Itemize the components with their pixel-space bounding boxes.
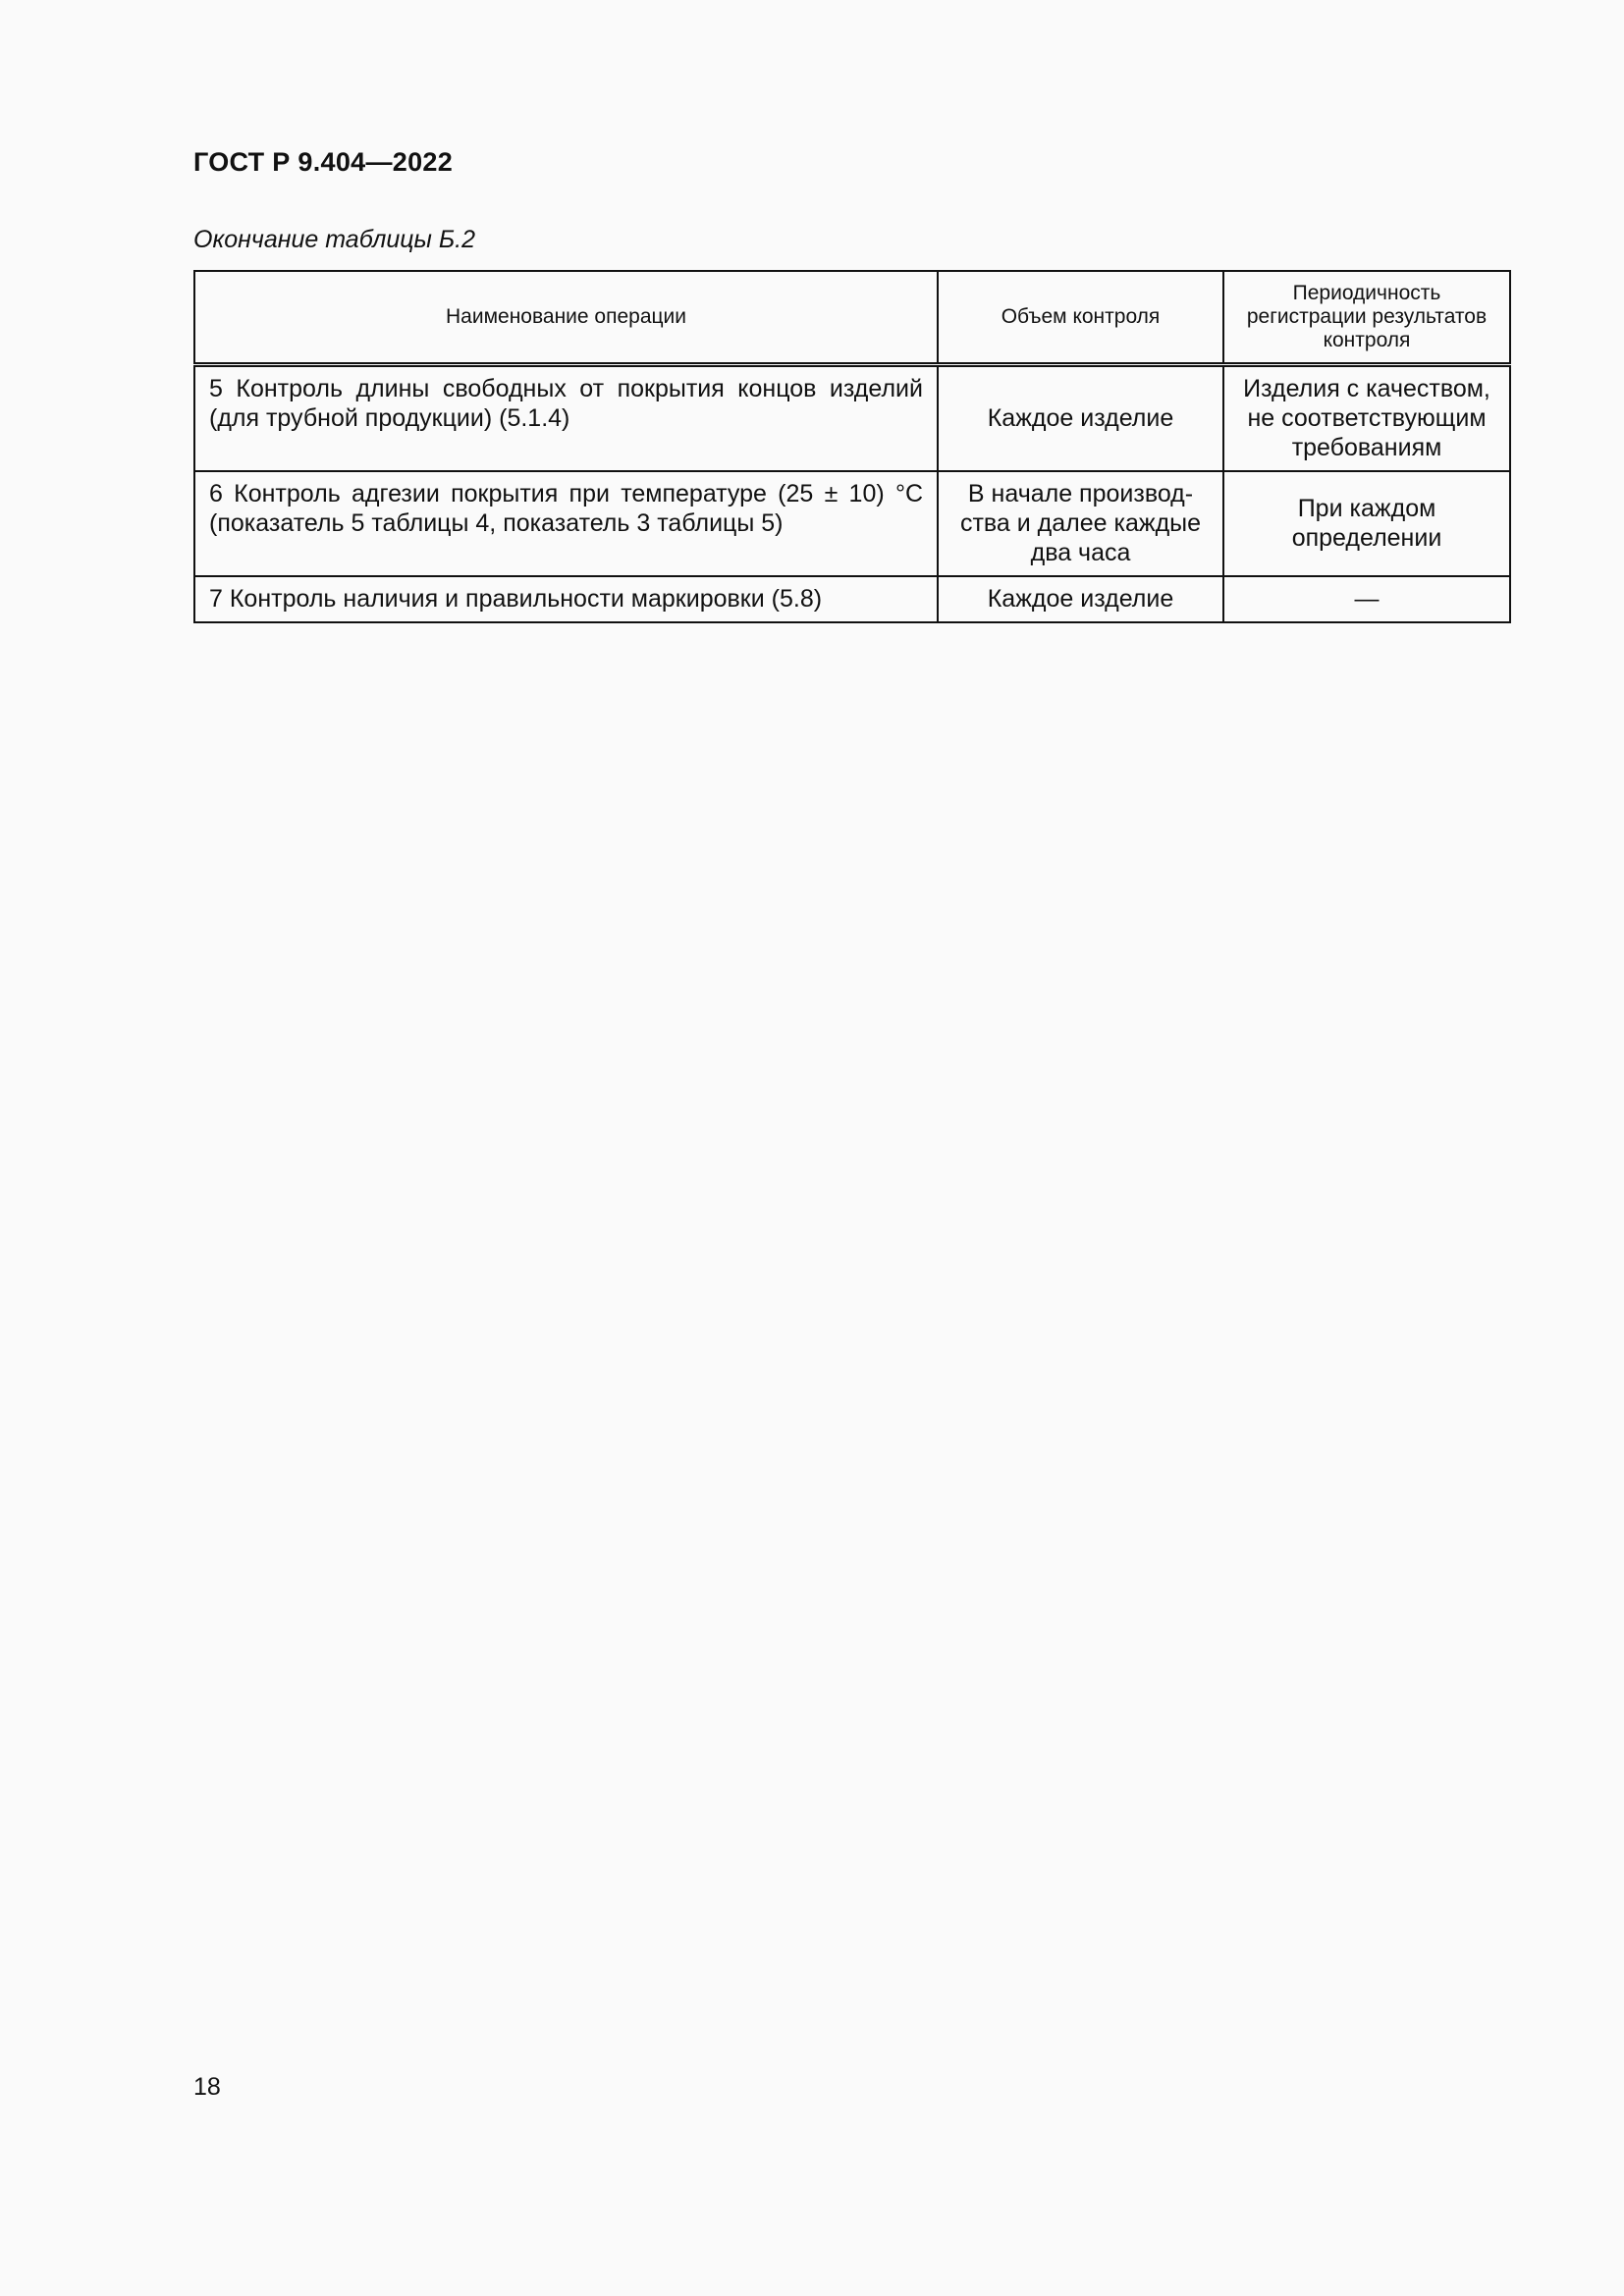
periodicity-cell: При каждом определении — [1223, 471, 1510, 576]
operation-cell: 7 Контроль наличия и правильности маркировки (5.8) — [194, 576, 938, 622]
scope-cell: Каждое изделие — [938, 576, 1223, 622]
document-header: ГОСТ Р 9.404—2022 — [193, 147, 454, 177]
table-caption: Окончание таблицы Б.2 — [193, 226, 475, 253]
control-operations-table — [193, 270, 1511, 623]
table-row — [194, 576, 1510, 622]
column-header-periodicity: Периодичность регистрации результатов контроля — [1223, 271, 1510, 365]
column-header-operation: Наименование операции — [194, 271, 938, 365]
table-row — [194, 471, 1510, 576]
table-header-row — [194, 271, 1510, 365]
scope-cell: Каждое изделие — [938, 365, 1223, 472]
operation-cell: 5 Контроль длины свободных от покрытия концов изделий (для трубной продукции) (5.1.4) — [194, 365, 938, 472]
operation-cell: 6 Контроль адгезии покрытия при температуре (25 ± 10) °С (показатель 5 таблицы 4, показатель 3 таблицы 5) — [194, 471, 938, 576]
periodicity-cell: Изделия с качеством, не соответствующим требованиям — [1223, 365, 1510, 472]
scope-cell: В начале производ-ства и далее каждые два часа — [938, 471, 1223, 576]
page-number: 18 — [193, 2073, 221, 2101]
periodicity-cell: — — [1223, 576, 1510, 622]
column-header-scope: Объем контроля — [938, 271, 1223, 365]
table-row — [194, 365, 1510, 472]
